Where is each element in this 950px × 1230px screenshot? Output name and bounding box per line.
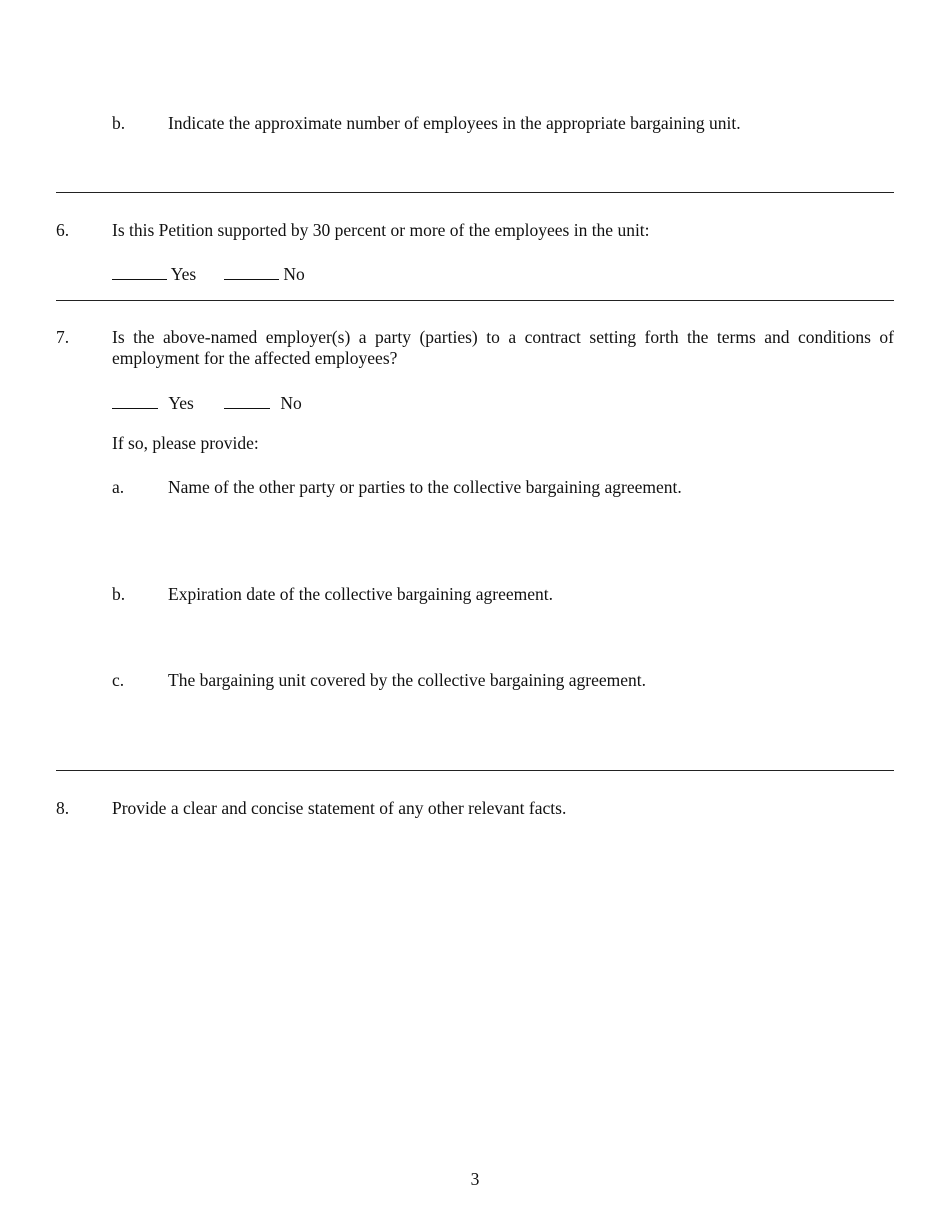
q8-number: 8. xyxy=(56,798,70,818)
divider-3 xyxy=(56,770,894,771)
q7-no-label: No xyxy=(280,393,302,413)
q6-no-option[interactable] xyxy=(224,262,305,285)
q6-no-blank[interactable] xyxy=(224,262,279,280)
q7-if-so: If so, please provide: xyxy=(112,433,259,453)
q7-no-blank[interactable] xyxy=(224,391,270,409)
q7c-text: The bargaining unit covered by the collective bargaining agreement. xyxy=(168,670,646,690)
q7-no-option[interactable] xyxy=(224,391,302,414)
divider-1 xyxy=(56,192,894,193)
q7-yes-option[interactable] xyxy=(112,391,194,414)
q8-text: Provide a clear and concise statement of any other relevant facts. xyxy=(112,798,567,818)
q7b-letter: b. xyxy=(112,584,126,604)
q6-yes-label: Yes xyxy=(170,264,197,284)
divider-2 xyxy=(56,300,894,301)
q6-number: 6. xyxy=(56,220,70,240)
q7-yes-label: Yes xyxy=(168,393,194,413)
q7-yes-blank[interactable] xyxy=(112,391,158,409)
q7-number: 7. xyxy=(56,327,70,347)
q6-text: Is this Petition supported by 30 percent or more of the employees in the unit: xyxy=(112,220,650,240)
q5b-text: Indicate the approximate number of employees in the appropriate bargaining unit. xyxy=(168,113,741,133)
q7c-letter: c. xyxy=(112,670,125,690)
q6-no-label: No xyxy=(283,264,305,284)
q7b-text: Expiration date of the collective bargaining agreement. xyxy=(168,584,554,604)
q7a-letter: a. xyxy=(112,477,125,497)
q7a-text: Name of the other party or parties to the collective bargaining agreement. xyxy=(168,477,682,497)
q5b-letter: b. xyxy=(112,113,126,133)
q6-yes-option[interactable] xyxy=(112,262,196,285)
q6-yes-blank[interactable] xyxy=(112,262,167,280)
page-number: 3 xyxy=(470,1169,480,1189)
q7-text: Is the above-named employer(s) a party (parties) to a contract setting forth the terms and conditions of employment for the affected employees? xyxy=(112,327,894,368)
